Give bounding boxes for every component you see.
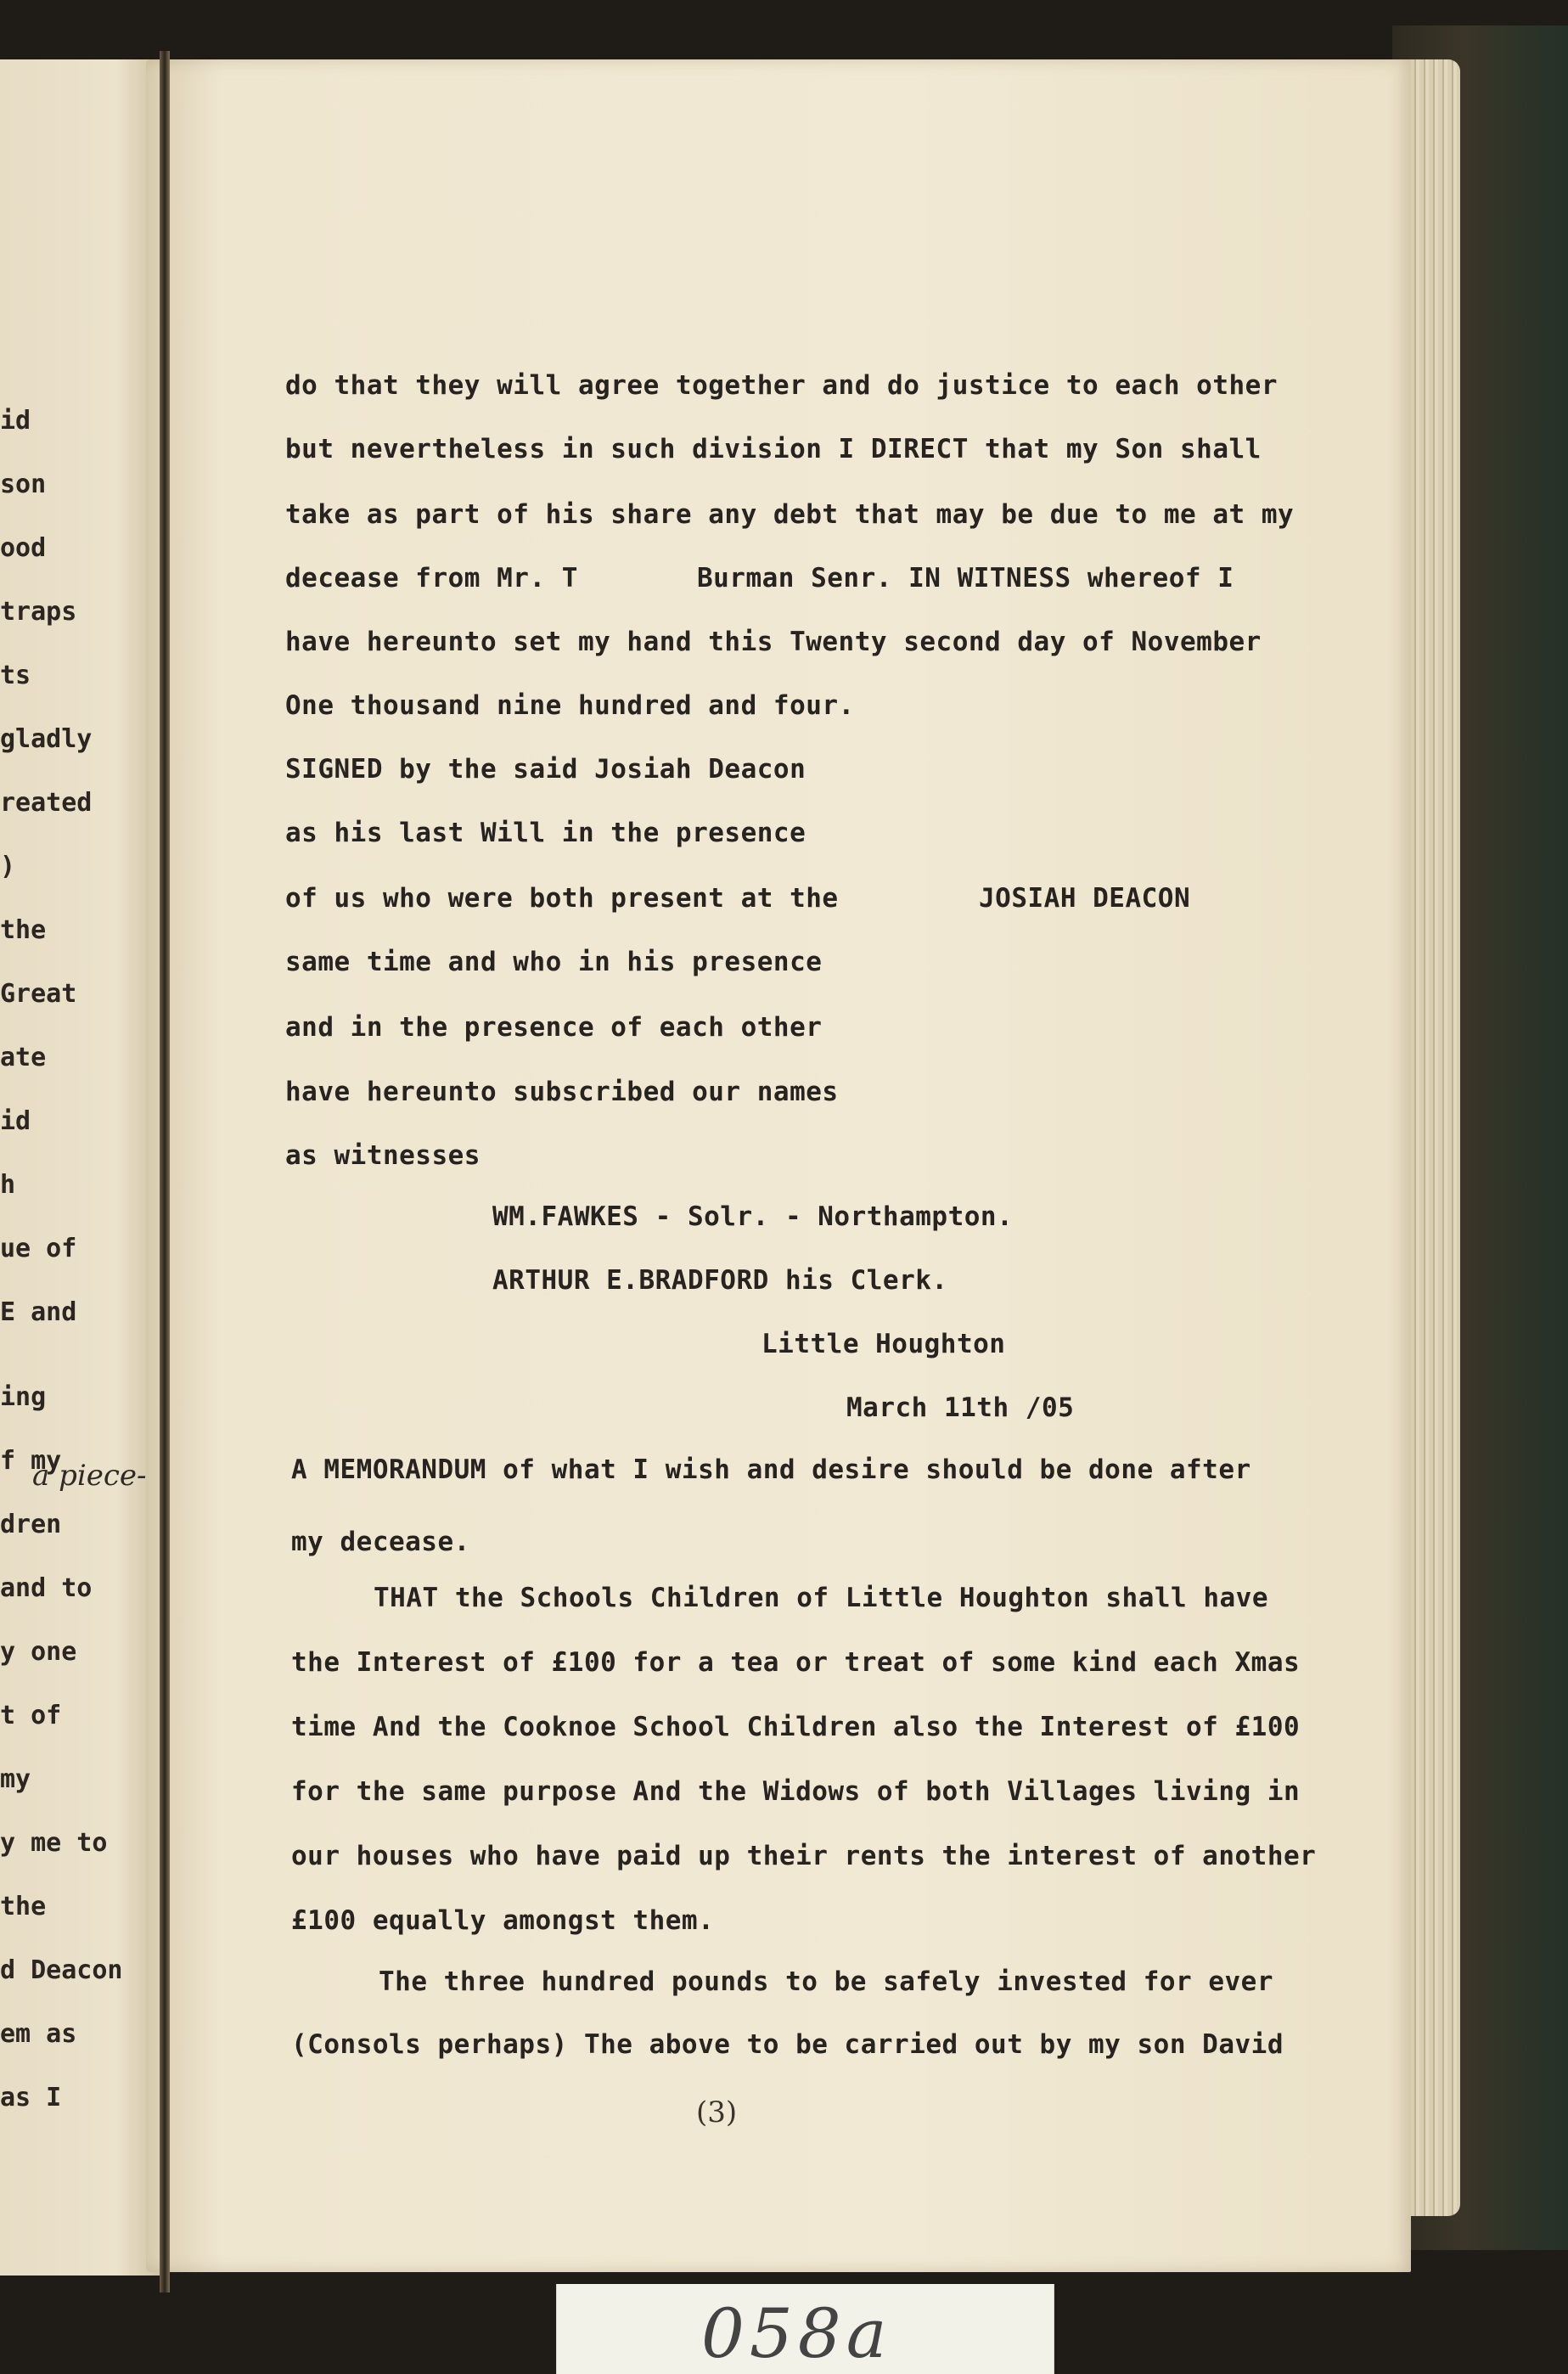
left-fragment: the bbox=[0, 915, 47, 945]
text-line: have hereunto set my hand this Twenty second day of November bbox=[285, 627, 1262, 657]
left-fragment: dren bbox=[0, 1510, 62, 1539]
left-fragment: t of bbox=[0, 1701, 62, 1730]
text-line: for the same purpose And the Widows of both Villages living in bbox=[291, 1776, 1301, 1807]
text-line: (Consols perhaps) The above to be carried out by my son David bbox=[291, 2029, 1284, 2060]
text-line: do that they will agree together and do justice to each other bbox=[285, 370, 1278, 401]
left-fragment: ing bbox=[0, 1382, 47, 1412]
left-fragment: f my bbox=[0, 1446, 62, 1476]
left-fragment: son bbox=[0, 470, 47, 499]
text-line: but nevertheless in such division I DIRECT that my Son shall bbox=[285, 434, 1262, 464]
place-line: Little Houghton bbox=[762, 1329, 1006, 1359]
text-line: same time and who in his presence bbox=[285, 947, 823, 977]
text-line: SIGNED by the said Josiah Deacon bbox=[285, 754, 806, 785]
left-fragment: ) bbox=[0, 852, 16, 881]
left-fragment: ue of bbox=[0, 1234, 77, 1263]
text-fragment: decease from Mr. T bbox=[285, 563, 578, 594]
text-line: of us who were both present at the bbox=[285, 883, 839, 914]
left-fragment: as I bbox=[0, 2083, 62, 2112]
left-fragment: ate bbox=[0, 1043, 47, 1072]
text-line: time And the Cooknoe School Children also the Interest of £100 bbox=[291, 1712, 1301, 1742]
book-gutter bbox=[160, 51, 170, 2292]
left-fragment: reated bbox=[0, 788, 93, 818]
text-line: as witnesses bbox=[285, 1140, 481, 1171]
left-fragment: gladly bbox=[0, 724, 93, 754]
text-line: our houses who have paid up their rents the interest of another bbox=[291, 1841, 1317, 1871]
left-fragment: id bbox=[0, 1106, 31, 1136]
left-fragment: ts bbox=[0, 661, 31, 690]
text-line: £100 equally amongst them. bbox=[291, 1905, 715, 1936]
text-line: The three hundred pounds to be safely invested for ever bbox=[379, 1966, 1273, 1997]
left-fragment: traps bbox=[0, 597, 77, 627]
text-line: A MEMORANDUM of what I wish and desire should be done after bbox=[291, 1454, 1251, 1485]
witness-line: WM.FAWKES - Solr. - Northampton. bbox=[492, 1201, 1014, 1232]
left-fragment: E and bbox=[0, 1297, 77, 1327]
text-line: One thousand nine hundred and four. bbox=[285, 690, 855, 721]
text-line: my decease. bbox=[291, 1527, 470, 1557]
left-fragment: ood bbox=[0, 533, 47, 563]
left-fragment: Great bbox=[0, 979, 77, 1009]
text-line: and in the presence of each other bbox=[285, 1012, 823, 1043]
left-fragment: em as bbox=[0, 2019, 77, 2049]
left-fragment: h bbox=[0, 1170, 16, 1200]
text-line: THAT the Schools Children of Little Houghton shall have bbox=[374, 1583, 1268, 1613]
archive-tab-label: 058a bbox=[701, 2294, 892, 2373]
left-fragment: y me to bbox=[0, 1828, 108, 1858]
text-line bbox=[285, 563, 1234, 594]
signature-name: JOSIAH DEACON bbox=[979, 883, 1191, 914]
left-fragment: and to bbox=[0, 1573, 93, 1603]
text-fragment: Burman Senr. IN WITNESS whereof I bbox=[696, 563, 1234, 594]
text-line: have hereunto subscribed our names bbox=[285, 1077, 839, 1107]
margin-annotation: a piece- bbox=[32, 1459, 147, 1493]
left-fragment: d Deacon bbox=[0, 1955, 123, 1985]
date-line: March 11th /05 bbox=[846, 1392, 1075, 1423]
page-number: (3) bbox=[696, 2096, 738, 2129]
text-line: take as part of his share any debt that may be due to me at my bbox=[285, 499, 1295, 530]
left-page bbox=[0, 59, 166, 2276]
left-fragment: y one bbox=[0, 1637, 77, 1667]
archive-tab bbox=[556, 2284, 1054, 2374]
text-line: the Interest of £100 for a tea or treat of some kind each Xmas bbox=[291, 1647, 1301, 1678]
left-fragment: id bbox=[0, 406, 31, 436]
witness-line: ARTHUR E.BRADFORD his Clerk. bbox=[492, 1265, 948, 1296]
left-fragment: the bbox=[0, 1892, 47, 1921]
text-line: as his last Will in the presence bbox=[285, 818, 806, 848]
left-fragment: my bbox=[0, 1764, 31, 1794]
